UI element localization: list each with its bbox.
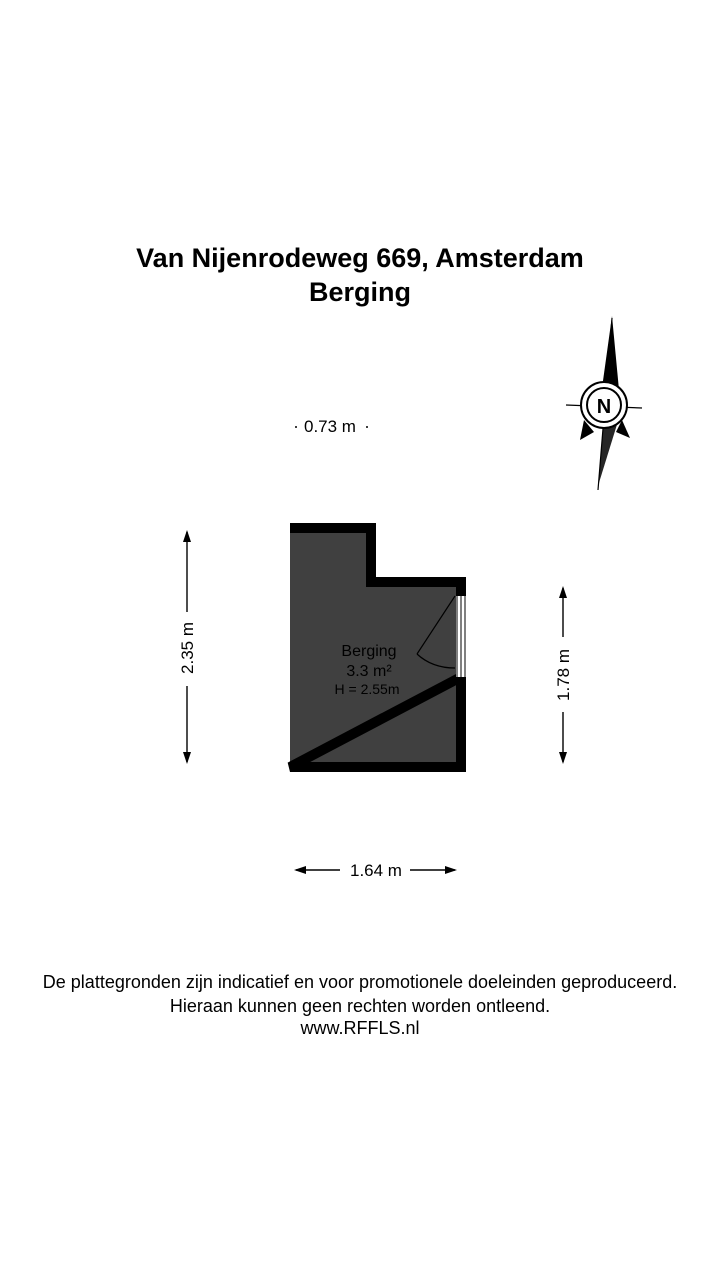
dimension-left-label: 2.35 m (178, 622, 197, 674)
dimension-right (554, 586, 573, 764)
room-height: H = 2.55m (334, 681, 400, 697)
dimension-bottom-label: 1.64 m (350, 861, 402, 880)
plan-title-floor: Berging (308, 277, 411, 307)
room-name: Berging (341, 643, 397, 660)
compass-icon (566, 316, 642, 490)
room-area: 3.3 m² (346, 663, 392, 680)
dimension-top (295, 417, 368, 436)
disclaimer-line-1: De plattegronden zijn indicatief en voor promotionele doeleinden geproduceerd. (42, 972, 678, 992)
compass-north-label: N (596, 396, 612, 418)
website-link[interactable]: www.RFFLS.nl (300, 1018, 420, 1038)
dimension-bottom (294, 861, 457, 880)
disclaimer-line-2: Hieraan kunnen geen rechten worden ontleend. (169, 996, 551, 1016)
dimension-left (178, 530, 197, 764)
plan-title-address: Van Nijenrodeweg 669, Amsterdam (136, 243, 584, 273)
dimension-right-label: 1.78 m (554, 649, 573, 701)
room-berging (290, 528, 466, 767)
dimension-top-label: 0.73 m (304, 417, 356, 436)
